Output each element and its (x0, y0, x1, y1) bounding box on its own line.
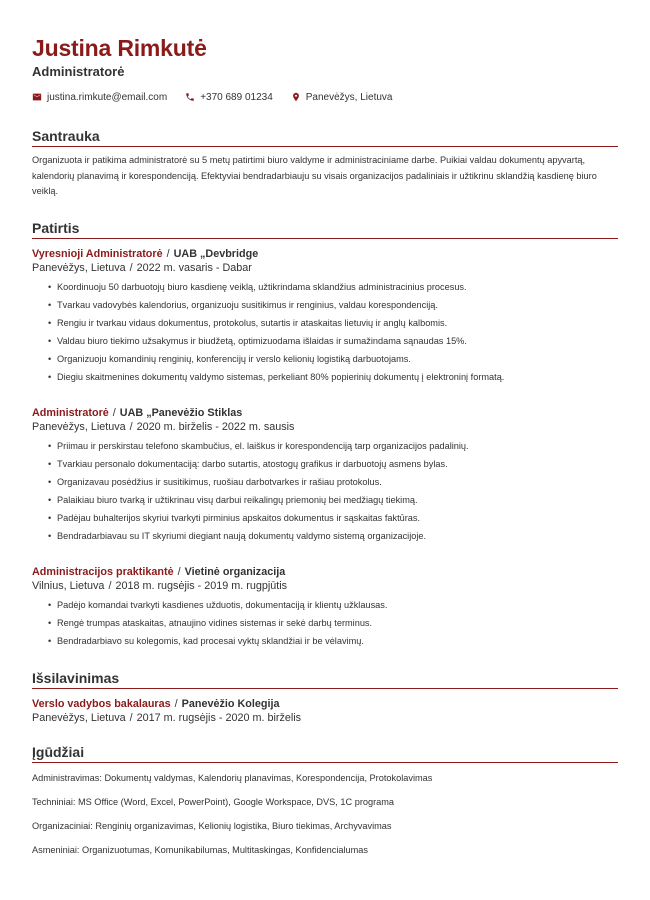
list-item: • Bendradarbiavo su kolegomis, kad procesai vyktų sklandžiai ir be vėlavimų. (57, 632, 618, 650)
job-location: Panevėžys, Lietuva (32, 420, 126, 433)
job-header (32, 406, 618, 420)
list-item: • Rengė trumpas ataskaitas, atnaujino vidines sistemas ir sekė darbų terminus. (57, 614, 618, 632)
contact-row (32, 90, 618, 104)
list-item: • Koordinuoju 50 darbuotojų biuro kasdienę veiklą, užtikrindama sklandžius administracinius procesus. (57, 278, 618, 296)
job-location: Panevėžys, Lietuva (32, 261, 126, 274)
list-item: • Rengiu ir tvarkau vidaus dokumentus, protokolus, sutartis ir ataskaitas lietuvių ir anglų kalbomis. (57, 314, 618, 332)
list-item: • Padėjo komandai tvarkyti kasdienes užduotis, dokumentaciją ir klientų užklausas. (57, 596, 618, 614)
job-meta (32, 261, 618, 276)
phone-icon (185, 92, 195, 102)
job-header (32, 565, 618, 579)
skills-section (32, 744, 618, 856)
section-heading-education: Išsilavinimas (32, 670, 618, 689)
job-dates: 2020 m. birželis - 2022 m. sausis (136, 420, 295, 433)
section-heading-summary: Santrauka (32, 128, 618, 147)
separator: / (166, 247, 170, 260)
job-title: Administratorė (32, 406, 109, 419)
contact-location (291, 92, 393, 103)
separator: / (129, 420, 133, 433)
job-location: Vilnius, Lietuva (32, 579, 105, 592)
skill-line: Asmeniniai: Organizuotumas, Komunikabilumas, Multitaskingas, Konfidencialumas (32, 844, 369, 855)
job-entry (32, 565, 618, 650)
separator: / (129, 711, 133, 724)
education-location: Panevėžys, Lietuva (32, 711, 126, 724)
job-bullets (32, 596, 618, 650)
skill-line: Techniniai: MS Office (Word, Excel, PowerPoint), Google Workspace, DVS, 1C programa (32, 796, 395, 807)
education-dates: 2017 m. rugsėjis - 2020 m. birželis (136, 711, 302, 724)
envelope-icon (32, 92, 42, 102)
contact-phone[interactable] (185, 92, 273, 103)
separator: / (177, 565, 181, 578)
section-heading-experience: Patirtis (32, 220, 618, 239)
job-company: Vietinė organizacija (184, 565, 286, 578)
summary-section (32, 128, 618, 200)
candidate-title: Administratorė (32, 64, 125, 79)
list-item: • Valdau biuro tiekimo užsakymus ir biudžetą, optimizuodama išlaidas ir sumažindama sąnaudas 15%. (57, 332, 618, 350)
job-meta (32, 420, 618, 435)
job-title: Vyresnioji Administratorė (32, 247, 163, 260)
job-entry (32, 247, 618, 386)
job-header (32, 247, 618, 261)
candidate-name: Justina Rimkutė (32, 35, 207, 61)
job-bullets (32, 437, 618, 545)
skill-line: Organizaciniai: Renginių organizavimas, Kelionių logistika, Biuro tiekimas, Archyvavimas (32, 820, 392, 831)
education-entry (32, 697, 618, 726)
degree-title: Verslo vadybos bakalauras (32, 697, 171, 710)
contact-email[interactable] (32, 92, 167, 103)
job-entry (32, 406, 618, 545)
email-text: justina.rimkute@email.com (47, 91, 168, 103)
list-item: • Palaikiau biuro tvarką ir užtikrinau visų darbui reikalingų priemonių bei medžiagų tiekimą. (57, 491, 618, 509)
job-title: Administracijos praktikantė (32, 565, 174, 578)
skill-line: Administravimas: Dokumentų valdymas, Kalendorių planavimas, Korespondencija, Protokolavimas (32, 772, 433, 783)
list-item: • Organizuoju komandinių renginių, konferencijų ir verslo kelionių logistiką darbuotojams. (57, 350, 618, 368)
separator: / (129, 261, 133, 274)
education-header (32, 697, 618, 711)
separator: / (108, 579, 112, 592)
list-item: • Tvarkau vadovybės kalendorius, organizuoju susitikimus ir renginius, valdau korespondenciją. (57, 296, 618, 314)
list-item: • Padėjau buhalterijos skyriui tvarkyti pirminius apskaitos dokumentus ir sąskaitas faktūras. (57, 509, 618, 527)
list-item: • Priimau ir perskirstau telefono skambučius, el. laiškus ir korespondenciją tarp organizacijos padalinių. (57, 437, 618, 455)
experience-section (32, 220, 618, 650)
location-text: Panevėžys, Lietuva (305, 91, 393, 103)
list-item: • Bendradarbiavau su IT skyriumi diegiant naują dokumentų valdymo sistemą organizacijoje. (57, 527, 618, 545)
separator: / (174, 697, 178, 710)
job-dates: 2018 m. rugsėjis - 2019 m. rugpjūtis (115, 579, 288, 592)
job-meta (32, 579, 618, 594)
job-company: UAB „Panevėžio Stiklas (119, 406, 243, 419)
separator: / (112, 406, 116, 419)
summary-text: Organizuota ir patikima administratorė su 5 metų patirtimi biuro valdyme ir administraciniame darbe. Puikiai valdau dokumentų apyvartą, kalendorių planavimą ir korespondenciją. Efektyviai bendradarbiauju su visais organizacijos padaliniais ir užtikrinu sklandžią kasdienę biuro veiklą. (32, 155, 597, 196)
job-bullets (32, 278, 618, 386)
school-name: Panevėžio Kolegija (181, 697, 280, 710)
phone-text: +370 689 01234 (200, 91, 273, 103)
education-section (32, 670, 618, 726)
education-meta (32, 711, 618, 726)
list-item: • Organizavau posėdžius ir susitikimus, ruošiau darbotvarkes ir rašiau protokolus. (57, 473, 618, 491)
section-heading-skills: Įgūdžiai (32, 744, 618, 763)
list-item: • Tvarkiau personalo dokumentaciją: darbo sutartis, atostogų grafikus ir darbuotojų asmens bylas. (57, 455, 618, 473)
list-item: • Diegiu skaitmenines dokumentų valdymo sistemas, perkeliant 80% popierinių dokumentų į elektroninį formatą. (57, 368, 618, 386)
job-company: UAB „Devbridge (173, 247, 259, 260)
map-pin-icon (291, 92, 301, 102)
job-dates: 2022 m. vasaris - Dabar (136, 261, 252, 274)
